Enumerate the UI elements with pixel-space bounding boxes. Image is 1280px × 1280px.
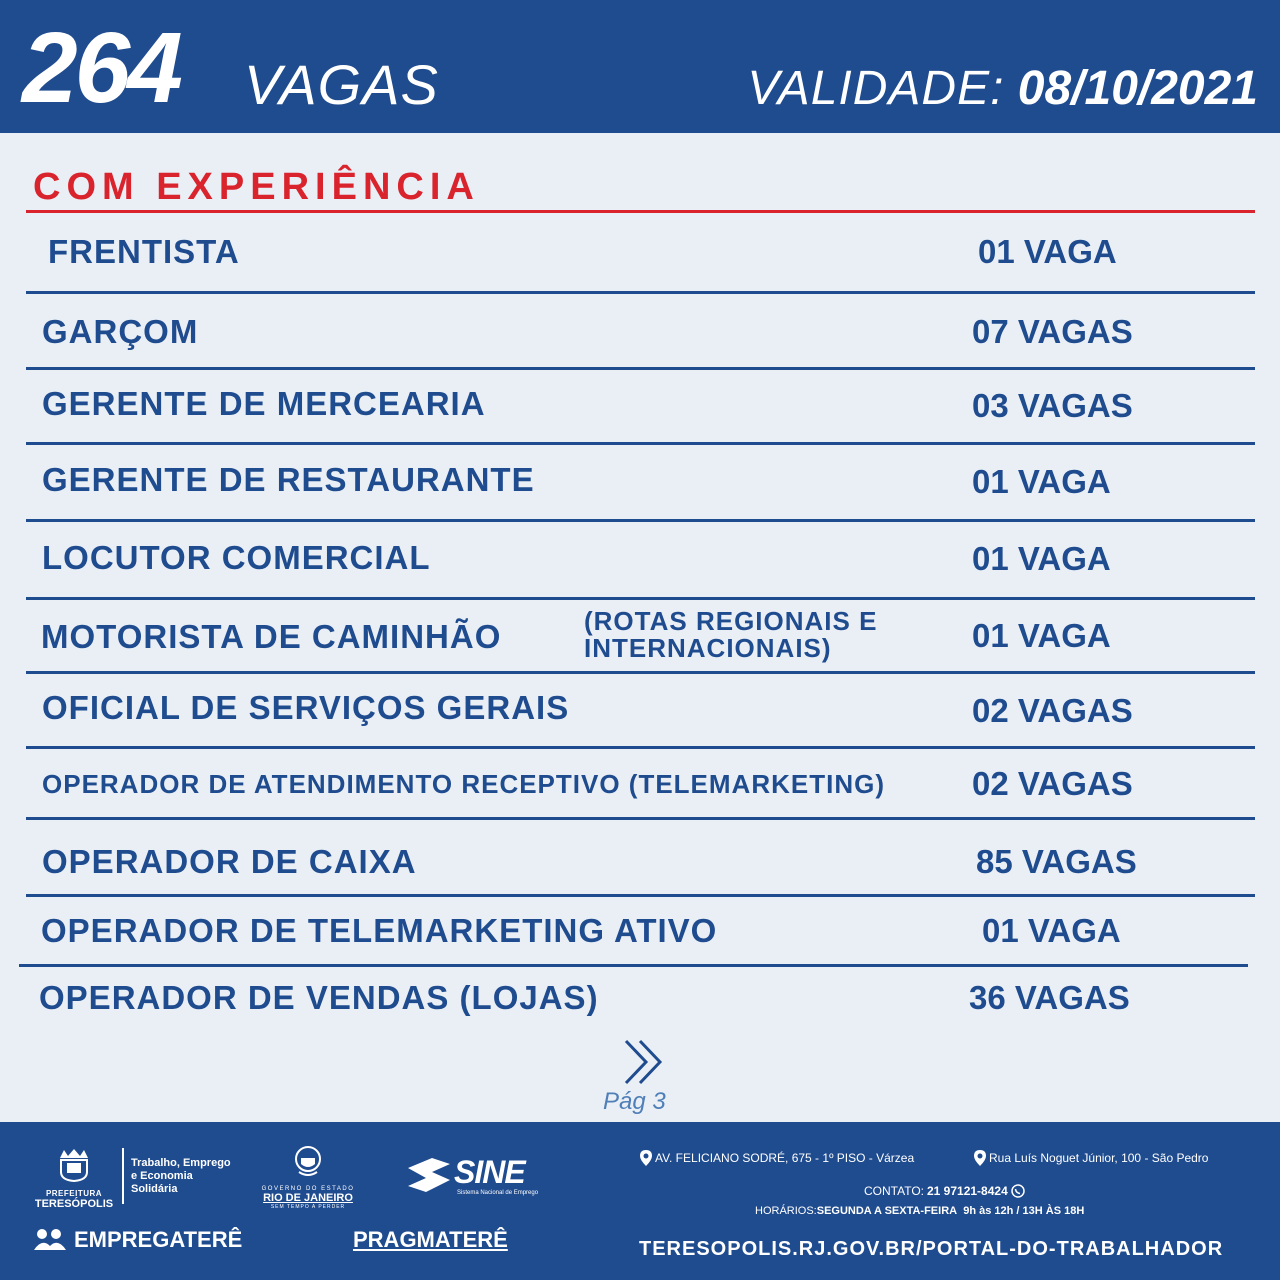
job-count: 36 VAGAS [969,979,1130,1016]
contact-phone[interactable]: 21 97121-8424 [927,1184,1008,1198]
contact-label: CONTATO: [864,1184,924,1198]
job-count: 01 VAGA [978,233,1117,270]
validity-date: 08/10/2021 [1017,62,1258,115]
job-row [26,978,1255,1018]
address-secondary [974,1150,1208,1166]
job-title: FRENTISTA [48,233,240,270]
job-row [26,384,1255,424]
job-title: LOCUTOR COMERCIAL [42,539,431,576]
empregatere-icon [32,1228,68,1252]
job-count: 03 VAGAS [972,387,1133,424]
row-divider [26,746,1255,749]
gov-state: RIO DE JANEIRO [263,1192,353,1204]
job-note: (ROTAS REGIONAIS E [584,606,878,636]
job-row [26,688,1255,728]
section-divider [26,210,1255,213]
row-divider [26,597,1255,600]
hours-label: HORÁRIOS: [755,1205,817,1217]
job-row [26,764,1255,804]
prefeitura-label: PREFEITURA [45,1189,103,1198]
footer [0,1122,1280,1280]
row-divider [26,442,1255,445]
job-title: OPERADOR DE ATENDIMENTO RECEPTIVO (TELEMARKETING) [42,769,885,799]
job-count: 01 VAGA [972,540,1111,577]
address-secondary-text: Rua Luís Noguet Júnior, 100 - São Pedro [989,1151,1209,1165]
opening-hours [755,1205,1084,1217]
job-row [26,460,1255,500]
job-note: INTERNACIONAIS) [584,633,832,663]
row-divider [26,291,1255,294]
prefeitura-logo [28,1148,120,1210]
job-title: OFICIAL DE SERVIÇOS GERAIS [42,689,570,726]
job-title: OPERADOR DE CAIXA [42,843,417,880]
logo-separator [122,1148,124,1204]
whatsapp-icon [1011,1184,1025,1198]
job-row [26,538,1255,578]
job-count: 02 VAGAS [972,765,1133,802]
row-divider [19,964,1248,967]
job-title: GERENTE DE RESTAURANTE [42,461,535,498]
city-crest-icon [56,1148,92,1182]
row-divider [26,519,1255,522]
row-divider [26,894,1255,897]
empregatere-logo [32,1227,242,1253]
job-row [26,911,1255,951]
section-title: COM EXPERIÊNCIA [33,166,480,208]
empregatere-label: EMPREGATERÊ [74,1227,243,1252]
job-row [26,608,1255,666]
secretaria-name: Trabalho, Emprego e Economia Solidária [131,1157,231,1195]
job-title: OPERADOR DE VENDAS (LOJAS) [39,979,599,1016]
vacancies-label: VAGAS [244,53,439,116]
contact [864,1184,1025,1198]
job-title: GARÇOM [42,313,199,350]
job-count: 02 VAGAS [972,692,1133,729]
hours-days: SEGUNDA A SEXTA-FEIRA [816,1205,958,1217]
pragmatere-logo: PRAGMATERÊ [353,1227,508,1252]
job-title: GERENTE DE MERCEARIA [42,385,486,422]
job-row [26,312,1255,352]
state-crest-icon [293,1144,323,1178]
total-vacancies: 264 [22,12,180,124]
job-title: MOTORISTA DE CAMINHÃO [41,618,502,655]
hours-times: 9h às 12h / 13H ÀS 18H [963,1205,1085,1217]
location-pin-icon [974,1150,986,1166]
header-banner [0,0,1280,133]
location-pin-icon [640,1150,652,1166]
address-primary-text: AV. FELICIANO SODRÉ, 675 - 1º PISO - Várzea [655,1151,915,1165]
double-chevron-right-icon[interactable] [620,1037,670,1087]
validity-label: VALIDADE: [747,62,1005,115]
address-primary [640,1150,914,1166]
job-count: 01 VAGA [982,912,1121,949]
sine-name: SINE [454,1154,525,1190]
job-count: 01 VAGA [972,617,1111,654]
gov-label: GOVERNO DO ESTADO [261,1186,355,1192]
job-count: 85 VAGAS [976,843,1137,880]
city-name: TERESÓPOLIS [34,1198,114,1210]
portal-link[interactable]: TERESOPOLIS.RJ.GOV.BR/PORTAL-DO-TRABALHADOR [639,1238,1224,1260]
job-count: 07 VAGAS [972,313,1133,350]
row-divider [26,817,1255,820]
row-divider [26,367,1255,370]
gov-rj-logo [256,1144,360,1210]
row-divider [26,671,1255,674]
job-row [26,232,1255,272]
validity [747,62,1258,116]
sine-subtitle: Sistema Nacional de Emprego [457,1190,539,1196]
page-indicator: Pág 3 [603,1088,666,1115]
job-title: OPERADOR DE TELEMARKETING ATIVO [41,912,718,949]
job-count: 01 VAGA [972,463,1111,500]
job-row [26,842,1255,882]
gov-slogan: SEM TEMPO A PERDER [270,1204,346,1210]
